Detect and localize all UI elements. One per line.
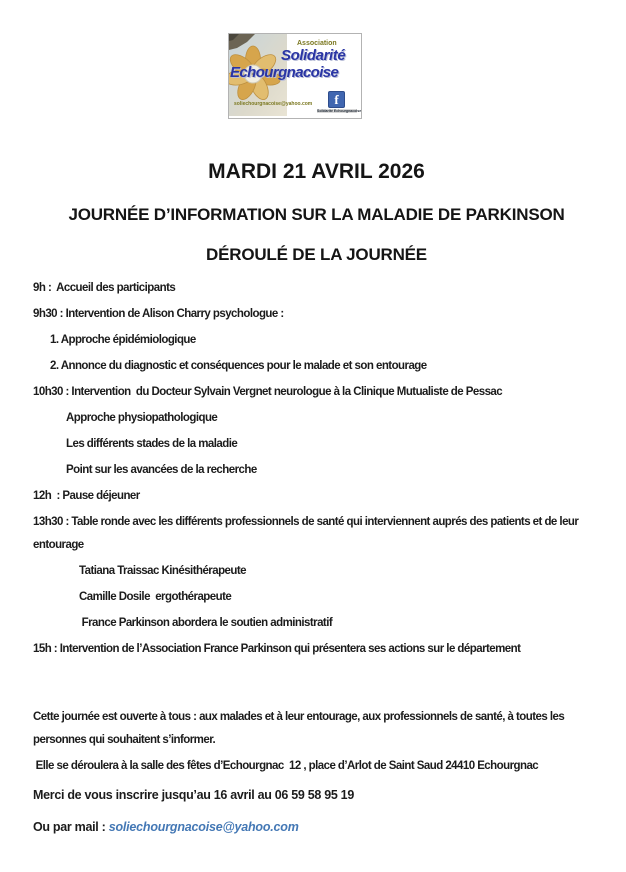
- schedule-line: Les différents stades de la maladie: [66, 438, 238, 450]
- schedule-line: 15h : Intervention de l’Association France Parkinson qui présentera ses actions sur le département: [33, 643, 521, 655]
- venue-text: Elle se déroulera à la salle des fêtes d’Echourgnac 12 , place d’Arlot de Saint Saud 24410 Echourgnac: [33, 760, 539, 772]
- email-link[interactable]: soliechourgnacoise@yahoo.com: [108, 820, 299, 834]
- open-to-all-text: Cette journée est ouverte à tous : aux malades et à leur entourage, aux professionnels de santé, à toutes les personnes qui souhaitent s’informer.: [33, 711, 567, 746]
- logo-email: soliechourgnacoise@yahoo.com: [234, 101, 313, 107]
- schedule-line: 10h30 : Intervention du Docteur Sylvain Vergnet neurologue à la Clinique Mutualiste de Pessac: [33, 386, 503, 398]
- schedule-line: France Parkinson abordera le soutien administratif: [79, 617, 333, 629]
- schedule-line: Tatiana Traissac Kinésithérapeute: [79, 565, 246, 577]
- footer-info: [33, 706, 600, 839]
- schedule-line: 1. Approche épidémiologique: [50, 334, 196, 346]
- schedule-line: 13h30 : Table ronde avec les différents professionnels de santé qui interviennent auprés des patients et de leur entourage: [33, 516, 581, 551]
- schedule-line: Camille Dosile ergothérapeute: [79, 591, 232, 603]
- schedule-line: 9h : Accueil des participants: [33, 282, 176, 294]
- event-title: JOURNÉE D’INFORMATION SUR LA MALADIE DE PARKINSON: [68, 205, 565, 224]
- schedule-line: 2. Annonce du diagnostic et conséquences pour le malade et son entourage: [50, 360, 427, 372]
- schedule-list: [33, 277, 600, 661]
- schedule-line: Point sur les avancées de la recherche: [66, 464, 257, 476]
- facebook-caption: Solidarité Echourgnacoise: [317, 109, 362, 113]
- register-text: Merci de vous inscrire jusqu’au 16 avril au 06 59 58 95 19: [33, 788, 354, 802]
- schedule-line: 12h : Pause déjeuner: [33, 490, 140, 502]
- event-subtitle: DÉROULÉ DE LA JOURNÉE: [206, 245, 427, 264]
- association-logo: [228, 33, 362, 119]
- logo-name-line2: Echourgnacoise: [230, 64, 339, 81]
- mail-label: Ou par mail :: [33, 820, 109, 834]
- facebook-icon[interactable]: f: [328, 91, 345, 108]
- logo-name-line1: Solidarité: [281, 47, 346, 64]
- association-label: Association: [297, 40, 337, 47]
- mail-line: [33, 815, 600, 839]
- schedule-line: Approche physiopathologique: [66, 412, 218, 424]
- schedule-line: 9h30 : Intervention de Alison Charry psychologue :: [33, 308, 284, 320]
- event-date-title: MARDI 21 AVRIL 2026: [208, 160, 425, 183]
